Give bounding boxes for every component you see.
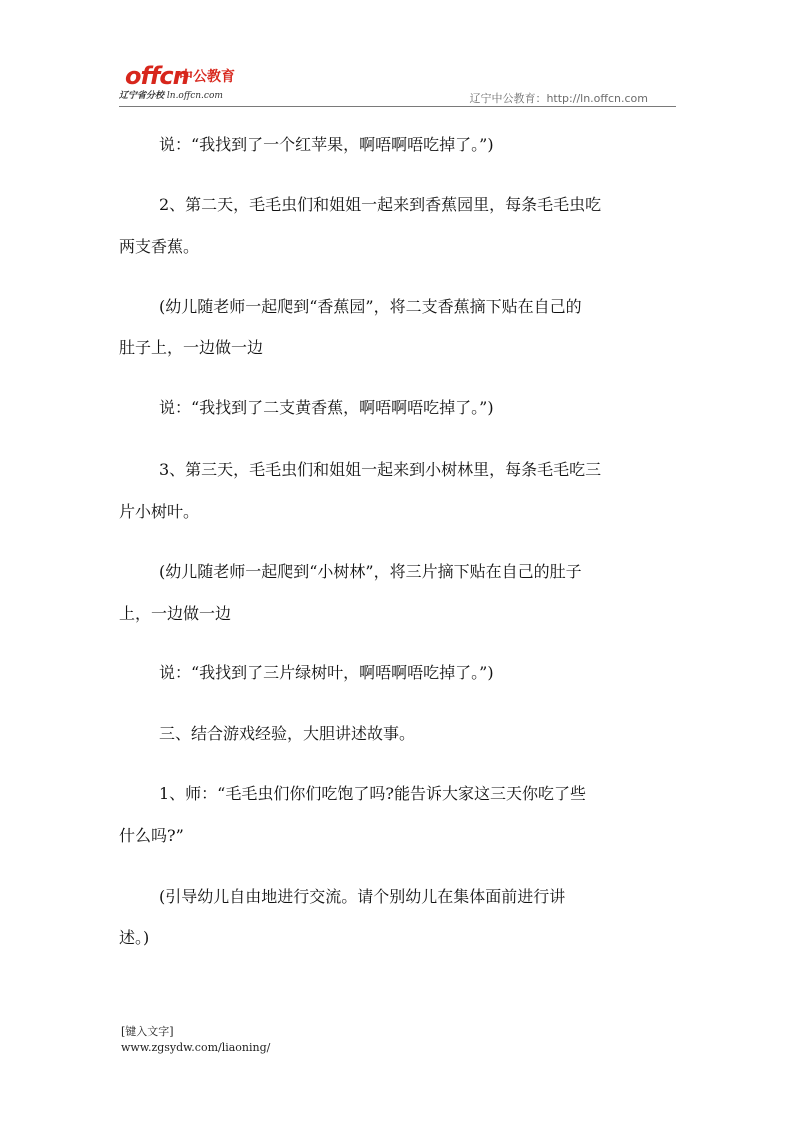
text-line: 3、第三天，毛毛虫们和姐姐一起来到小树林里，每条毛毛吃三 (159, 460, 602, 479)
text-line: 上，一边做一边 (119, 604, 232, 623)
text-line: 两支香蕉。 (119, 237, 200, 256)
text-line: 什么吗?” (119, 826, 184, 845)
offcn-logo[interactable] (119, 62, 319, 102)
text-line: 1、师：“毛毛虫们你们吃饱了吗?能告诉大家这三天你吃了些 (159, 784, 586, 803)
logo-mark: offcn (125, 62, 189, 90)
text-line: 三、结合游戏经验，大胆讲述故事。 (159, 724, 416, 743)
header-divider (119, 106, 676, 107)
footer-placeholder: [键入文字] (121, 1025, 174, 1038)
text-line: 说：“我找到了一个红苹果，啊唔啊唔吃掉了。”) (159, 135, 494, 154)
text-line: 说：“我找到了三片绿树叶，啊唔啊唔吃掉了。”) (159, 663, 494, 682)
text-line: 肚子上，一边做一边 (119, 338, 264, 357)
footer-url[interactable]: www.zgsydw.com/liaoning/ (121, 1041, 271, 1054)
logo-brand-name: 中公教育 (179, 69, 235, 85)
page-header (119, 62, 676, 108)
text-line: (幼儿随老师一起爬到“小树林”，将三片摘下贴在自己的肚子 (159, 562, 582, 581)
page-footer (121, 1024, 270, 1056)
logo-subtitle (119, 88, 223, 101)
text-line: 2、第二天，毛毛虫们和姐姐一起来到香蕉园里，每条毛毛虫吃 (159, 195, 602, 214)
text-line: 片小树叶。 (119, 502, 200, 521)
logo-branch-url: ln.offcn.com (166, 91, 223, 101)
text-line: (幼儿随老师一起爬到“香蕉园”，将二支香蕉摘下贴在自己的 (159, 297, 582, 316)
text-line: (引导幼儿自由地进行交流。请个别幼儿在集体面前进行讲 (159, 887, 566, 906)
text-line: 述。) (119, 928, 150, 947)
text-line: 说：“我找到了二支黄香蕉，啊唔啊唔吃掉了。”) (159, 398, 494, 417)
header-site-link[interactable]: 辽宁中公教育：http://ln.offcn.com (469, 92, 648, 105)
logo-branch-name: 辽宁省分校 (119, 91, 165, 101)
